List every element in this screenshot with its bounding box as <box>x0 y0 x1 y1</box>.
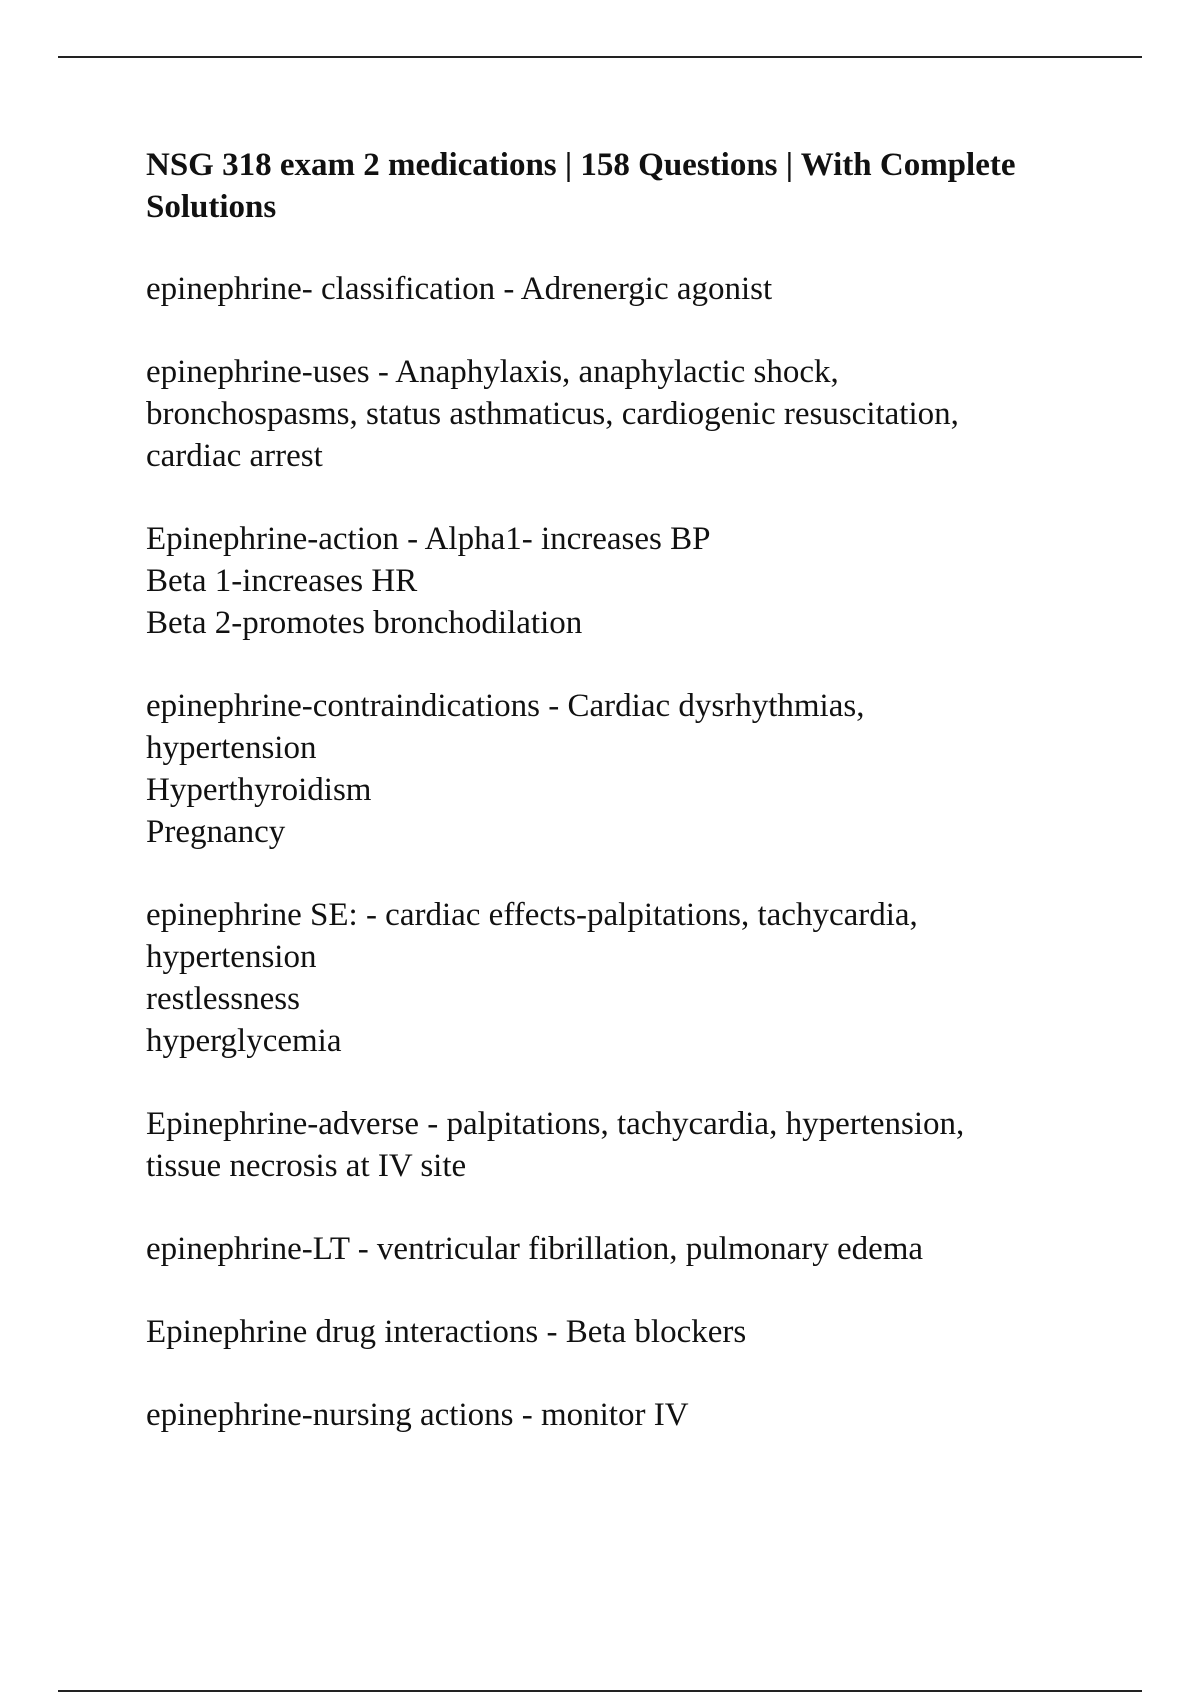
entry-line: hypertension <box>146 939 317 975</box>
document-body <box>146 144 1076 1477</box>
entry-line: tissue necrosis at IV site <box>146 1148 467 1184</box>
entry-line: epinephrine-contraindications - Cardiac dysrhythmias, <box>146 688 865 724</box>
header-divider <box>58 56 1142 58</box>
entry-line: Beta 2-promotes bronchodilation <box>146 605 583 641</box>
qa-entry <box>146 268 1076 310</box>
qa-entry <box>146 1103 1076 1187</box>
entry-line: restlessness <box>146 981 300 1017</box>
qa-entry <box>146 351 1076 477</box>
entry-line: Beta 1-increases HR <box>146 563 418 599</box>
entry-line: Epinephrine drug interactions - Beta blockers <box>146 1314 747 1350</box>
entry-line: bronchospasms, status asthmaticus, cardiogenic resuscitation, <box>146 396 959 432</box>
qa-entry <box>146 1228 1076 1270</box>
entry-line: epinephrine-LT - ventricular fibrillation, pulmonary edema <box>146 1231 924 1267</box>
entry-line: epinephrine-nursing actions - monitor IV <box>146 1397 689 1433</box>
qa-entry <box>146 1311 1076 1353</box>
entry-line: epinephrine- classification - Adrenergic agonist <box>146 271 773 307</box>
entry-line: cardiac arrest <box>146 438 323 474</box>
entry-line: epinephrine-uses - Anaphylaxis, anaphylactic shock, <box>146 354 839 390</box>
qa-entry <box>146 894 1076 1062</box>
qa-entry <box>146 685 1076 853</box>
entry-line: Pregnancy <box>146 814 286 850</box>
entry-line: Hyperthyroidism <box>146 772 372 808</box>
entry-line: hyperglycemia <box>146 1023 342 1059</box>
qa-entry <box>146 518 1076 644</box>
document-title: NSG 318 exam 2 medications | 158 Questions | With Complete Solutions <box>146 147 1016 225</box>
entry-line: Epinephrine-adverse - palpitations, tachycardia, hypertension, <box>146 1106 965 1142</box>
entry-line: Epinephrine-action - Alpha1- increases BP <box>146 521 711 557</box>
entry-line: epinephrine SE: - cardiac effects-palpitations, tachycardia, <box>146 897 918 933</box>
footer-divider <box>58 1690 1142 1692</box>
qa-entry <box>146 1394 1076 1436</box>
entry-line: hypertension <box>146 730 317 766</box>
